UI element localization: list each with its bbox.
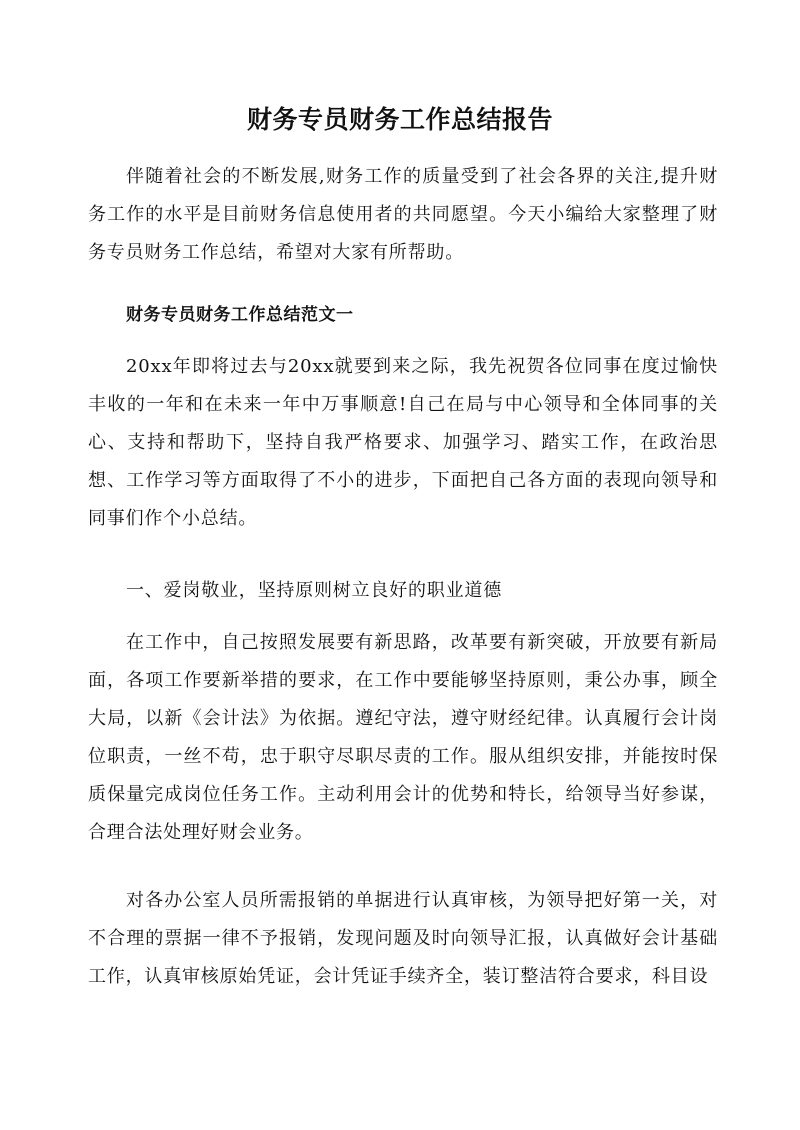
document-title: 财务专员财务工作总结报告 (246, 105, 553, 134)
paragraph-3: 对各办公室人员所需报销的单据进行认真审核，为领导把好第一关，对不合理的票据一律不予报销，发现问题及时向领导汇报，认真做好会计基础工作，认真审核原始凭证，会计凭证手续齐全，装订整洁符合要求，科目设 (88, 890, 718, 987)
intro-paragraph: 伴随着社会的不断发展,财务工作的质量受到了社会各界的关注,提升财务工作的水平是目前财务信息使用者的共同愿望。今天小编给大家整理了财务专员财务工作总结，希望对大家有所帮助。 (88, 166, 718, 263)
paragraph-2: 在工作中，自己按照发展要有新思路，改革要有新突破，开放要有新局面，各项工作要新举措的要求，在工作中要能够坚持原则，秉公办事，顾全大局，以新《会计法》为依据。遵纪守法，遵守财经纪律。认真履行会计岗位职责，一丝不苟，忠于职守尽职尽责的工作。服从组织安排，并能按时保质保量完成岗位任务工作。主动利用会计的优势和特长，给领导当好参谋，合理合法处理好财会业务。 (88, 632, 718, 843)
section-1-heading: 一、爱岗敬业，坚持原则树立良好的职业道德 (126, 580, 502, 601)
sample-heading: 财务专员财务工作总结范文一 (126, 305, 354, 325)
paragraph-1: 20xx年即将过去与20xx就要到来之际，我先祝贺各位同事在度过愉快丰收的一年和在未来一年中万事顺意!自己在局与中心领导和全体同事的关心、支持和帮助下，坚持自我严格要求、加强学习、踏实工作，在政治思想、工作学习等方面取得了不小的进步，下面把自己各方面的表现向领导和同事们作个小总结。 (88, 356, 718, 529)
